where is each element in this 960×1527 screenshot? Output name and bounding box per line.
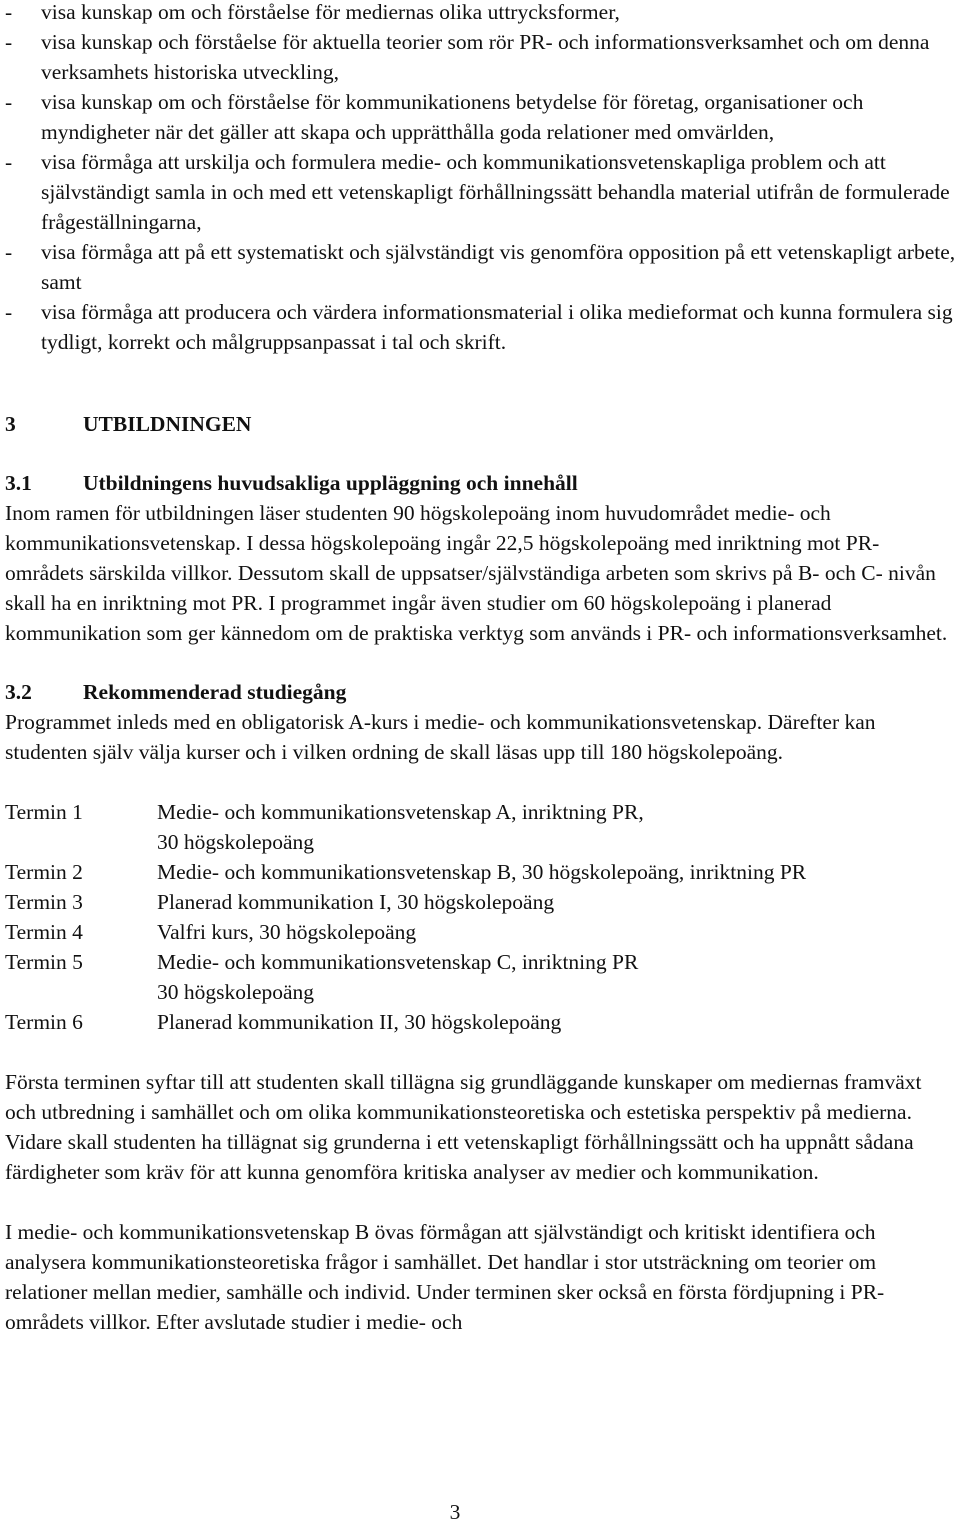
schedule-desc [157,1007,957,1037]
schedule-desc [157,857,957,887]
subsection-3-2-text: Programmet inleds med en obligatorisk A-kurs i medie- och kommunikationsvetenskap. Därefter kan studenten själv välja kurser och i vilken ordning de skall läsas upp till 180 högskolepoäng. [5,710,876,764]
schedule-row [5,1007,957,1037]
section-number: 3 [5,412,16,436]
study-schedule [5,797,957,1037]
section-title: UTBILDNINGEN [83,412,252,436]
list-item [5,87,957,147]
learning-outcomes-list [5,0,957,357]
section-heading-3 [5,409,957,439]
schedule-row [5,857,957,887]
schedule-desc [157,797,957,857]
schedule-line: 30 högskolepoäng [157,980,315,1004]
subsection-3-1-text: Inom ramen för utbildningen läser studenten 90 högskolepoäng inom huvudområdet medie- och kommunikationsvetenskap. I dessa högskolepoäng ingår 22,5 högskolepoäng med inriktning mot PR-områdets särskilda villkor. Dessutom skall de uppsatser/självständiga arbeten som skrivs på B- och C- nivån skall ha en inriktning mot PR. I programmet ingår även studier om 60 högskolepoäng i planerad kommunikation som ger kännedom om de praktiska verktyg som används i PR- och informationsverksamhet. [5,501,948,645]
subsection-number: 3.2 [5,680,32,704]
schedule-line: Planerad kommunikation II, 30 högskolepoäng [157,1010,562,1034]
bullet-dash: - [5,30,13,54]
schedule-line: Medie- och kommunikationsvetenskap C, inriktning PR [157,950,639,974]
bullet-dash: - [5,150,13,174]
first-term-paragraph: Första terminen syftar till att studenten skall tillägna sig grundläggande kunskaper om mediernas framväxt och utbredning i samhället och om olika kommunikationsteoretiska och estetiska perspektiv på medierna. Vidare skall studenten ha tillägnat sig grunderna i ett vetenskapligt förhållningssätt och ha uppnått sådana färdigheter som kräv för att kunna genomföra kritiska analyser av medier och kommunikation. [5,1070,922,1184]
list-item [5,27,957,87]
schedule-term: Termin 3 [5,890,83,914]
subsection-title: Utbildningens huvudsakliga uppläggning och innehåll [83,471,578,495]
page-number: 3 [449,1500,461,1524]
list-item-text: visa förmåga att på ett systematiskt och självständigt vis genomföra opposition på ett vetenskapligt arbete, samt [41,240,956,294]
list-item-text: visa förmåga att urskilja och formulera medie- och kommunikationsvetenskapliga problem och att självständigt samla in och med ett vetenskapligt förhållningssätt behandla material utifrån de formulerade frågeställningarna, [41,150,950,234]
list-item-text: visa kunskap och förståelse för aktuella teorier som rör PR- och informationsverksamhet och om denna verksamhets historiska utveckling, [41,30,930,84]
schedule-line: 30 högskolepoäng [157,830,315,854]
schedule-desc [157,947,957,1007]
bullet-dash: - [5,0,13,24]
b-course-paragraph: I medie- och kommunikationsvetenskap B övas förmågan att självständigt och kritiskt identifiera och analysera kommunikationsteoretiska frågor i samhället. Det handlar i stor utsträckning om teorier om relationer mellan medier, samhälle och individ. Under terminen sker också en första fördjupning i PR-områdets villkor. Efter avslutade studier i medie- och [5,1220,885,1334]
list-item-text: visa förmåga att producera och värdera informationsmaterial i olika medieformat och kunna formulera sig tydligt, korrekt och målgruppsanpassat i tal och skrift. [41,300,953,354]
schedule-row [5,917,957,947]
list-item [5,147,957,237]
schedule-term: Termin 1 [5,800,83,824]
schedule-term: Termin 2 [5,860,83,884]
bullet-dash: - [5,90,13,114]
document-page [5,0,957,1337]
schedule-row [5,947,957,1007]
bullet-dash: - [5,300,13,324]
schedule-term: Termin 5 [5,950,83,974]
subsection-heading-3-2 [5,677,957,707]
list-item [5,237,957,297]
bullet-dash: - [5,240,13,264]
schedule-line: Medie- och kommunikationsvetenskap B, 30 högskolepoäng, inriktning PR [157,860,807,884]
subsection-heading-3-1 [5,468,957,498]
schedule-row [5,887,957,917]
list-item-text: visa kunskap om och förståelse för kommunikationens betydelse för företag, organisationer och myndigheter när det gäller att skapa och upprätthålla goda relationer med omvärlden, [41,90,864,144]
schedule-line: Medie- och kommunikationsvetenskap A, inriktning PR, [157,800,644,824]
list-item-text: visa kunskap om och förståelse för mediernas olika uttrycksformer, [41,0,620,24]
schedule-term: Termin 4 [5,920,83,944]
schedule-row [5,797,957,857]
schedule-line: Valfri kurs, 30 högskolepoäng [157,920,417,944]
schedule-desc [157,917,957,947]
list-item [5,297,957,357]
schedule-desc [157,887,957,917]
subsection-number: 3.1 [5,471,32,495]
schedule-term: Termin 6 [5,1010,83,1034]
schedule-line: Planerad kommunikation I, 30 högskolepoäng [157,890,555,914]
subsection-title: Rekommenderad studiegång [83,680,347,704]
list-item [5,0,957,27]
